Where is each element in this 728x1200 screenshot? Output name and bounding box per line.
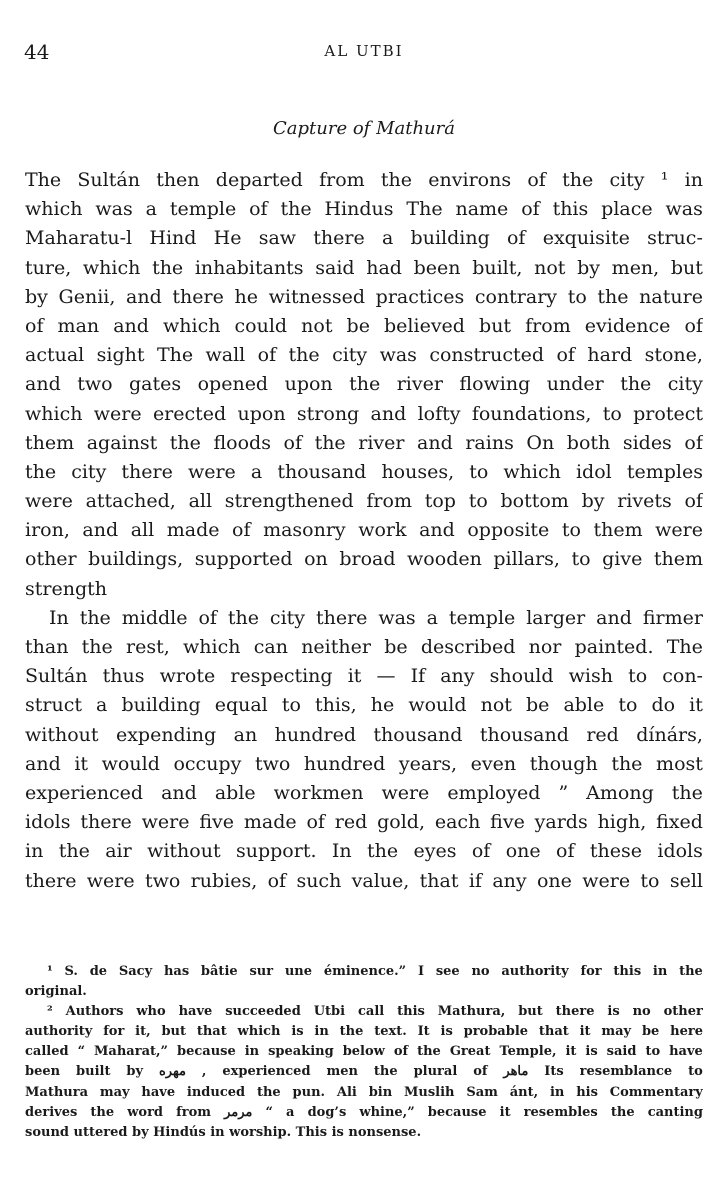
text-line: in the air without support. In the eyes of one of these idols xyxy=(25,840,703,863)
text-line: iron, and all made of masonry work and opposite to them were xyxy=(25,519,703,542)
footnote-line: Mathura may have induced the pun. Ali bin Muslih Sam ánt, in his Commentary xyxy=(25,1084,703,1100)
text-line: which was a temple of the Hindus The name of this place was xyxy=(25,198,703,221)
text-line: without expending an hundred thousand thousand red dínárs, xyxy=(25,723,703,746)
text-line: them against the floods of the river and rains On both sides of xyxy=(25,431,703,454)
body-text xyxy=(25,166,703,896)
section-title: Capture of Mathurá xyxy=(273,118,455,139)
text-line: and it would occupy two hundred years, even though the most xyxy=(25,752,703,775)
text-line: were attached, all strengthened from top to bottom by rivets of xyxy=(25,490,703,513)
footnotes xyxy=(25,962,703,1143)
footnote-line: ¹ S. de Sacy has bâtie sur une éminence.” I see no authority for this in the xyxy=(47,964,703,979)
text-line: experienced and able workmen were employed ” Among the xyxy=(25,781,703,804)
footnote-line: ² Authors who have succeeded Utbi call this Mathura, but there is no other xyxy=(47,1004,703,1020)
text-line: The Sultán then departed from the environs of the city ¹ in xyxy=(25,169,703,191)
text-line: the city there were a thousand houses, to which idol temples xyxy=(25,460,703,483)
text-line: which were erected upon strong and lofty foundations, to protect xyxy=(25,402,703,425)
footnote-line: derives the word from مرمر “ a dog’s whine,” because it resembles the canting xyxy=(25,1104,703,1120)
text-line: struct a building equal to this, he would not be able to do it xyxy=(25,694,703,717)
text-line: ture, which the inhabitants said had been built, not by men, but xyxy=(25,256,703,279)
footnote-line: sound uttered by Hindús in worship. This is nonsense. xyxy=(25,1124,422,1140)
text-line: than the rest, which can neither be described nor painted. The xyxy=(25,636,703,658)
text-line: and two gates opened upon the river flowing under the city xyxy=(25,373,703,396)
text-line: by Genii, and there he witnessed practices contrary to the nature xyxy=(25,285,703,308)
page-header xyxy=(24,40,704,66)
footnote-line: called “ Maharat,” because in speaking below of the Great Temple, it is said to have xyxy=(25,1044,703,1060)
running-title: AL UTBI xyxy=(324,42,404,60)
footnote-line: authority for it, but that which is in the text. It is probable that it may be here xyxy=(25,1024,703,1040)
page-number: 44 xyxy=(24,40,50,64)
text-line: Sultán thus wrote respecting it — If any should wish to con- xyxy=(25,665,703,688)
text-line: there were two rubies, of such value, that if any one were to sell xyxy=(25,869,703,892)
text-line: Maharatu-l Hind He saw there a building of exquisite struc- xyxy=(25,227,703,250)
text-line: actual sight The wall of the city was constructed of hard stone, xyxy=(25,344,703,367)
text-line: other buildings, supported on broad wooden pillars, to give them xyxy=(25,548,703,571)
text-line: idols there were five made of red gold, each five yards high, fixed xyxy=(25,811,703,834)
text-line: In the middle of the city there was a temple larger and firmer xyxy=(49,606,703,629)
footnote-line: original. xyxy=(25,984,87,1000)
text-line: strength xyxy=(25,577,107,600)
footnote-line: been built by مهره , experienced men the plural of ماهر Its resemblance to xyxy=(25,1064,703,1080)
text-line: of man and which could not be believed but from evidence of xyxy=(25,314,703,337)
